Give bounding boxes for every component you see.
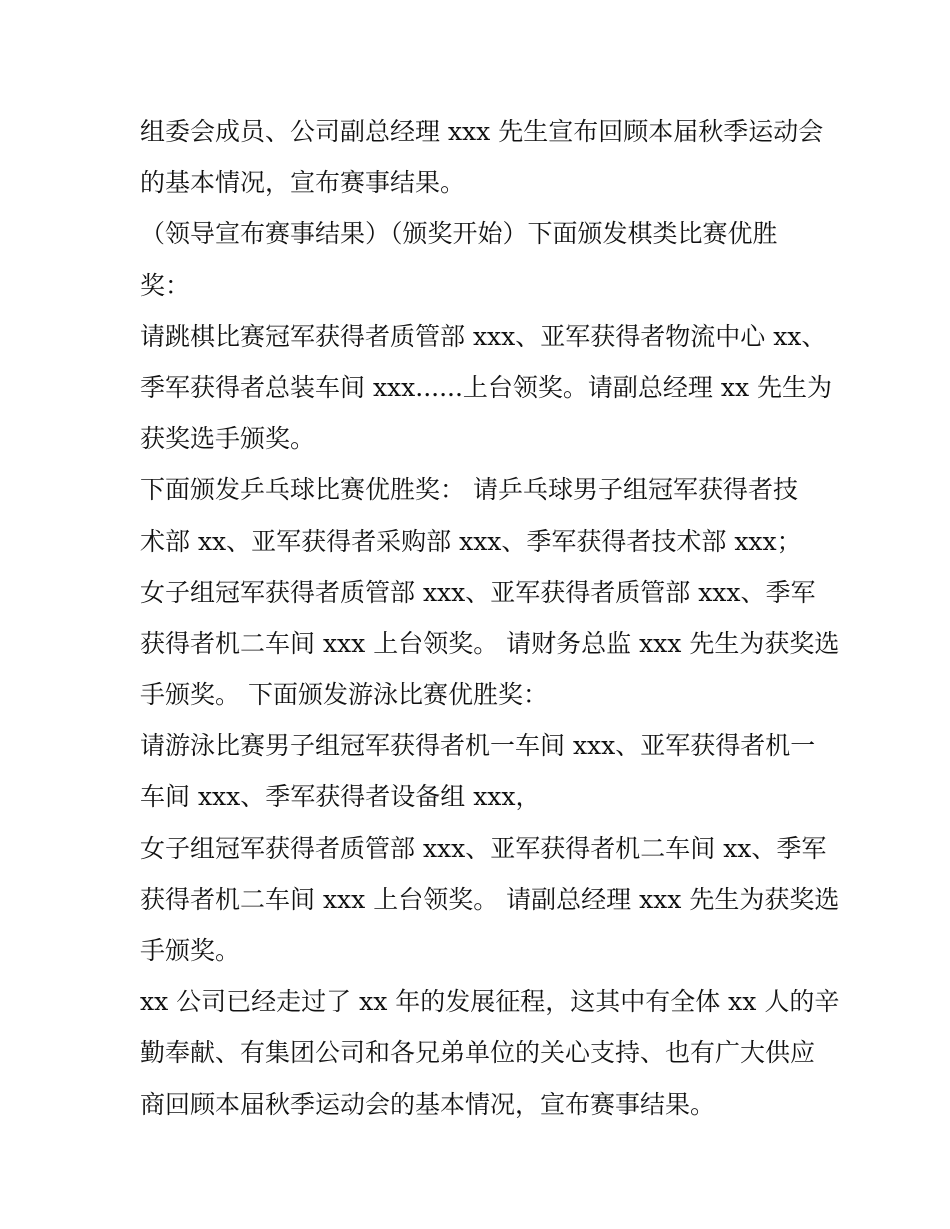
text-line: 的基本情况，宣布赛事结果。 [140,168,466,198]
text-line: 季军获得者总装车间 xxx......上台领奖。请副总经理 xx 先生为 [140,372,833,402]
text-line: 请跳棋比赛冠军获得者质管部 xxx、亚军获得者物流中心 xx、 [140,321,827,351]
text-line: 勤奉献、有集团公司和各兄弟单位的关心支持、也有广大供应 [140,1038,816,1068]
text-line: 手颁奖。 [140,936,241,965]
text-line: 术部 xx、亚军获得者采购部 xxx、季军获得者技术部 xxx； [140,526,802,556]
text-line: 女子组冠军获得者质管部 xxx、亚军获得者机二车间 xx、季军 [140,833,827,863]
text-line: 获得者机二车间 xxx 上台领奖。 请财务总监 xxx 先生为获奖选 [140,628,840,658]
document-body [140,106,840,1130]
text-line: 获得者机二车间 xxx 上台领奖。 请副总经理 xxx 先生为获奖选 [140,884,840,914]
text-line: 奖： [140,270,191,300]
text-line: 手颁奖。 下面颁发游泳比赛优胜奖： [140,680,548,710]
text-line: （领导宣布赛事结果）（颁奖开始）下面颁发棋类比赛优胜 [140,219,778,249]
text-line: 商回顾本届秋季运动会的基本情况，宣布赛事结果。 [140,1089,716,1119]
text-line: 车间 xxx、季军获得者设备组 xxx， [140,782,541,812]
text-line: 请游泳比赛男子组冠军获得者机一车间 xxx、亚军获得者机一 [140,731,816,761]
text-line: 下面颁发乒乓球比赛优胜奖： 请乒乓球男子组冠军获得者技 [140,475,798,505]
text-line: 组委会成员、公司副总经理 xxx 先生宣布回顾本届秋季运动会 [140,117,824,146]
text-line: 获奖选手颁奖。 [140,424,316,454]
text-line: xx 公司已经走过了 xx 年的发展征程，这其中有全体 xx 人的辛 [140,987,840,1017]
text-line: 女子组冠军获得者质管部 xxx、亚军获得者质管部 xxx、季军 [140,577,816,607]
